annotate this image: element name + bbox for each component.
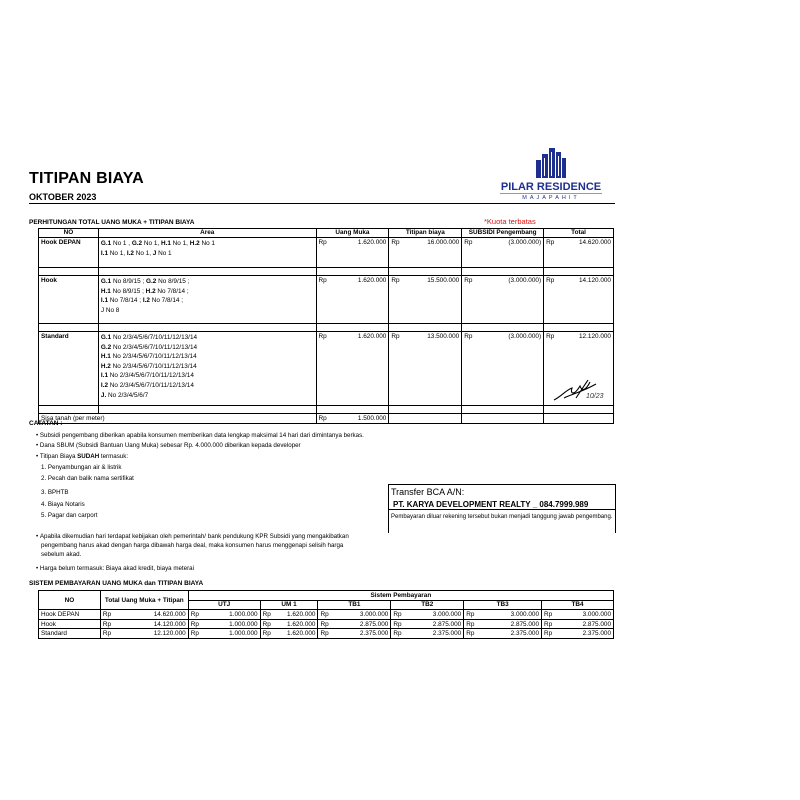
- block-code: H.2: [100, 362, 111, 370]
- area-line: [101, 333, 314, 343]
- row-uang-muka: [316, 332, 389, 406]
- note-policy-1: • Apabila dikemudian hari terdapat kebijakan oleh pemerintah/ bank pendukung KPR Subsidi yang mengakibatkan: [36, 533, 349, 540]
- area-line: [101, 352, 314, 362]
- block-code: J.: [100, 391, 107, 399]
- currency-label: Rp: [544, 630, 553, 638]
- pay-col-sistem: Sistem Pembayaran: [188, 591, 613, 601]
- row-area: [98, 276, 316, 324]
- amount: 3.000.000: [432, 610, 462, 618]
- signature: [552, 376, 614, 404]
- block-units: No 2/3/4/5/6/7/10/11/12/13/14: [108, 381, 194, 389]
- pay-row-type: Hook: [39, 619, 101, 629]
- amount: 1.000.000: [229, 630, 258, 638]
- pay-col-total: Total Uang Muka + Titipan: [100, 591, 188, 610]
- pricing-row: [39, 332, 614, 406]
- payment-row: [39, 610, 614, 620]
- note-price: • Harga belum termasuk: Biaya akad kredit, biaya meterai: [36, 565, 194, 572]
- pay-col-tb2: TB2: [391, 600, 464, 610]
- amount: 2.875.000: [510, 620, 540, 628]
- currency-label: Rp: [391, 277, 400, 284]
- row-uang-muka: [316, 238, 389, 268]
- sisa-value: [316, 414, 389, 424]
- block-units: No 8/9/15 ;: [156, 278, 190, 285]
- block-units: No 1,: [108, 249, 127, 257]
- row-total: [544, 238, 614, 268]
- currency-label: Rp: [391, 239, 400, 246]
- pay-tb4: [542, 619, 614, 629]
- block-units: No 1 ,: [111, 240, 132, 247]
- block-units: No 2/3/4/5/6/7/10/11/12/13/14: [111, 334, 198, 341]
- currency-label: Rp: [262, 610, 271, 618]
- area-line: [101, 296, 314, 306]
- pricing-row: [39, 276, 614, 324]
- block-units: No 1: [199, 240, 215, 247]
- block-units: No 2/3/4/5/6/7: [106, 391, 149, 399]
- row-area: [98, 332, 316, 406]
- pay-col-tb1: TB1: [318, 600, 391, 610]
- pay-tb2: [391, 629, 464, 639]
- payment-row: [39, 629, 614, 639]
- pay-tb2: [391, 619, 464, 629]
- pay-tb3: [464, 610, 542, 620]
- amount: 2.375.000: [510, 630, 540, 638]
- block-code: I.2: [100, 381, 108, 389]
- pricing-row: [39, 238, 614, 268]
- area-line: [101, 306, 314, 316]
- amount: 1.620.000: [357, 239, 387, 246]
- area-line: [101, 362, 314, 372]
- logo-subtext: MAJAPAHIT: [522, 195, 580, 200]
- section1-title: PERHITUNGAN TOTAL UANG MUKA + TITIPAN BIAYA: [29, 219, 195, 226]
- block-code: I.1: [100, 297, 108, 305]
- sisa-label: Sisa tanah (per meter): [39, 414, 317, 424]
- amount: 1.500.000: [357, 415, 387, 422]
- pay-tb1: [318, 619, 391, 629]
- amount: 1.620.000: [287, 610, 316, 618]
- currency-label: Rp: [102, 630, 112, 638]
- row-subsidi: [462, 332, 544, 406]
- pay-um1: [260, 610, 318, 620]
- currency-label: Rp: [544, 610, 553, 618]
- currency-label: Rp: [262, 620, 271, 628]
- block-code: G.2: [146, 278, 157, 285]
- area-line: [101, 343, 314, 353]
- row-subsidi: [462, 276, 544, 324]
- pay-total: [100, 619, 188, 629]
- amount: (3.000.000): [508, 333, 542, 340]
- block-units: No 2/3/4/5/6/7/10/11/12/13/14: [110, 362, 197, 370]
- block-code: H.2: [189, 240, 200, 247]
- col-no: NO: [39, 229, 99, 238]
- currency-label: Rp: [320, 610, 329, 618]
- amount: 15.500.000: [427, 277, 460, 284]
- amount: 2.375.000: [359, 630, 389, 638]
- area-line: [101, 391, 314, 401]
- note-policy-2: pengembang harus akad dengan harga dibawah harga deal, maka konsumen harus menggenapi selisih harga: [41, 542, 344, 549]
- block-units: No 7/8/14 ;: [108, 297, 143, 305]
- pay-tb2: [391, 610, 464, 620]
- currency-label: Rp: [466, 620, 475, 628]
- amount: 1.000.000: [229, 610, 258, 618]
- currency-label: Rp: [466, 630, 475, 638]
- row-titipan: [389, 276, 462, 324]
- pay-utj: [188, 629, 260, 639]
- transfer-divider: [389, 509, 615, 510]
- row-uang-muka: [316, 276, 389, 324]
- note-item-4: 4. Biaya Notaris: [41, 501, 85, 508]
- amount: 2.375.000: [432, 630, 462, 638]
- row-type: Hook: [39, 276, 99, 324]
- row-titipan: [389, 238, 462, 268]
- block-code: G.1: [100, 240, 112, 247]
- pay-tb3: [464, 619, 542, 629]
- pay-utj: [188, 619, 260, 629]
- row-type: Standard: [39, 332, 99, 406]
- block-code: I.2: [126, 249, 134, 257]
- payment-row: [39, 619, 614, 629]
- row-area: [98, 238, 316, 268]
- transfer-heading: Transfer BCA A/N:: [391, 487, 465, 497]
- pay-col-utj: UTJ: [188, 600, 260, 610]
- area-line: [101, 249, 314, 259]
- amount: 12.120.000: [153, 630, 186, 638]
- col-titipan: Titipan biaya: [389, 229, 462, 238]
- section2-title: SISTEM PEMBAYARAN UANG MUKA dan TITIPAN BIAYA: [29, 580, 204, 587]
- currency-label: Rp: [318, 239, 327, 246]
- note-item-5: 5. Pagar dan carport: [41, 512, 98, 519]
- block-code: G.2: [100, 343, 112, 351]
- pay-col-no: NO: [39, 591, 101, 610]
- amount: 2.875.000: [582, 620, 611, 628]
- currency-label: Rp: [546, 277, 555, 284]
- currency-label: Rp: [190, 630, 199, 638]
- pay-tb4: [542, 610, 614, 620]
- pay-total: [100, 610, 188, 620]
- payment-table: [38, 590, 614, 639]
- currency-label: Rp: [190, 610, 199, 618]
- amount: 1.620.000: [287, 620, 316, 628]
- area-line: [101, 239, 314, 249]
- col-uang-muka: Uang Muka: [316, 229, 389, 238]
- block-code: H.1: [100, 287, 111, 295]
- block-units: J No 8: [100, 306, 120, 314]
- page-subtitle: OKTOBER 2023: [29, 192, 97, 202]
- currency-label: Rp: [318, 415, 327, 422]
- currency-label: Rp: [546, 333, 555, 340]
- pay-row-type: Hook DEPAN: [39, 610, 101, 620]
- pricing-table-header: [39, 229, 614, 238]
- block-units: No 8/9/15 ;: [110, 287, 146, 295]
- currency-label: Rp: [391, 333, 400, 340]
- amount: 14.120.000: [579, 277, 611, 284]
- note-item-3: 3. BPHTB: [41, 489, 69, 496]
- pay-um1: [260, 629, 318, 639]
- currency-label: Rp: [546, 239, 555, 246]
- currency-label: Rp: [544, 620, 553, 628]
- currency-label: Rp: [320, 630, 329, 638]
- pay-tb4: [542, 629, 614, 639]
- amount: 14.120.000: [153, 620, 186, 628]
- currency-label: Rp: [393, 630, 402, 638]
- pay-tb3: [464, 629, 542, 639]
- note-sbum: • Dana SBUM (Subsidi Bantuan Uang Muka) sebesar Rp. 4.000.000 diberikan kepada developer: [36, 442, 301, 449]
- row-titipan: [389, 332, 462, 406]
- block-units: No 2/3/4/5/6/7/10/11/12/13/14: [110, 353, 197, 361]
- block-code: I.1: [100, 249, 108, 257]
- pay-total: [100, 629, 188, 639]
- amount: 1.620.000: [357, 277, 387, 284]
- currency-label: Rp: [318, 333, 327, 340]
- pay-um1: [260, 619, 318, 629]
- amount: 12.120.000: [579, 333, 611, 340]
- block-code: H.2: [145, 287, 156, 295]
- block-units: No 2/3/4/5/6/7/10/11/12/13/14: [111, 343, 198, 351]
- pay-tb1: [318, 629, 391, 639]
- amount: (3.000.000): [508, 239, 542, 246]
- block-code: H.1: [160, 240, 171, 247]
- col-total: Total: [544, 229, 614, 238]
- currency-label: Rp: [393, 610, 402, 618]
- note-item-1: 1. Penyambungan air & listrik: [41, 464, 122, 471]
- amount: 3.000.000: [582, 610, 611, 618]
- currency-label: Rp: [190, 620, 199, 628]
- block-code: G.2: [131, 240, 143, 247]
- block-code: J: [152, 249, 157, 257]
- currency-label: Rp: [466, 610, 475, 618]
- sisa-row: [39, 414, 614, 424]
- currency-label: Rp: [102, 610, 112, 618]
- block-code: I.2: [142, 297, 150, 305]
- amount: 2.375.000: [582, 630, 611, 638]
- block-code: H.1: [100, 353, 111, 361]
- amount: 2.875.000: [432, 620, 462, 628]
- block-units: No 7/8/14 ;: [155, 287, 189, 295]
- amount: 3.000.000: [510, 610, 540, 618]
- block-code: G.1: [100, 278, 112, 285]
- amount: 16.000.000: [427, 239, 460, 246]
- currency-label: Rp: [262, 630, 271, 638]
- block-units: No 7/8/14 ;: [149, 297, 183, 305]
- amount: 1.000.000: [229, 620, 258, 628]
- row-subsidi: [462, 238, 544, 268]
- currency-label: Rp: [318, 277, 327, 284]
- page-title: TITIPAN BIAYA: [29, 170, 144, 187]
- amount: 3.000.000: [359, 610, 389, 618]
- currency-label: Rp: [102, 620, 112, 628]
- currency-label: Rp: [464, 239, 473, 246]
- amount: 1.620.000: [287, 630, 316, 638]
- area-line: [101, 277, 314, 287]
- amount: 2.875.000: [359, 620, 389, 628]
- pay-col-tb3: TB3: [464, 600, 542, 610]
- transfer-box: [388, 484, 616, 533]
- pay-col-um1: UM 1: [260, 600, 318, 610]
- pricing-table: [38, 228, 614, 424]
- amount: 14.620.000: [153, 610, 186, 618]
- transfer-disclaimer: Pembayaran diluar rekening tersebut bukan menjadi tanggung jawab pengembang.: [391, 514, 613, 520]
- currency-label: Rp: [464, 277, 473, 284]
- header-divider: [29, 203, 615, 204]
- area-line: [101, 287, 314, 297]
- block-units: No 8/9/15 ;: [111, 278, 147, 285]
- col-area: Area: [98, 229, 316, 238]
- pay-col-tb4: TB4: [542, 600, 614, 610]
- pay-tb1: [318, 610, 391, 620]
- amount: (3.000.000): [508, 277, 542, 284]
- area-line: [101, 381, 314, 391]
- row-type: Hook DEPAN: [39, 238, 99, 268]
- block-units: No 2/3/4/5/6/7/10/11/12/13/14: [108, 372, 194, 380]
- amount: 1.620.000: [357, 333, 387, 340]
- note-item-2: 2. Pecah dan balik nama sertifikat: [41, 475, 134, 482]
- block-units: No 1,: [142, 240, 161, 247]
- logo-text: PILAR RESIDENCE: [500, 181, 602, 193]
- block-code: I.1: [100, 372, 108, 380]
- block-units: No 1: [156, 249, 172, 257]
- amount: 14.620.000: [579, 239, 611, 246]
- block-units: No 1,: [133, 249, 153, 257]
- catatan-title: CATATAN :: [29, 420, 63, 427]
- amount: 13.500.000: [427, 333, 460, 340]
- note-subsidi: • Subsidi pengembang diberikan apabila konsumen memberikan data lengkap maksimal 14 hari dari dimintanya berkas.: [36, 432, 364, 439]
- note-policy-3: sebelum akad.: [41, 551, 82, 558]
- currency-label: Rp: [320, 620, 329, 628]
- pay-utj: [188, 610, 260, 620]
- block-units: No 1,: [170, 240, 190, 247]
- transfer-account: PT. KARYA DEVELOPMENT REALTY _ 084.7999.989: [393, 500, 589, 509]
- kuota-note: *Kuota terbatas: [484, 217, 536, 226]
- area-line: [101, 371, 314, 381]
- signature-date: 10/23: [586, 393, 604, 400]
- note-titipan: • Titipan Biaya SUDAH termasuk:: [36, 453, 129, 460]
- currency-label: Rp: [464, 333, 473, 340]
- row-total: [544, 276, 614, 324]
- block-code: G.1: [100, 334, 112, 341]
- pilar-residence-logo: [492, 146, 610, 200]
- col-subsidi: SUBSIDI Pengembang: [462, 229, 544, 238]
- currency-label: Rp: [393, 620, 402, 628]
- pay-row-type: Standard: [39, 629, 101, 639]
